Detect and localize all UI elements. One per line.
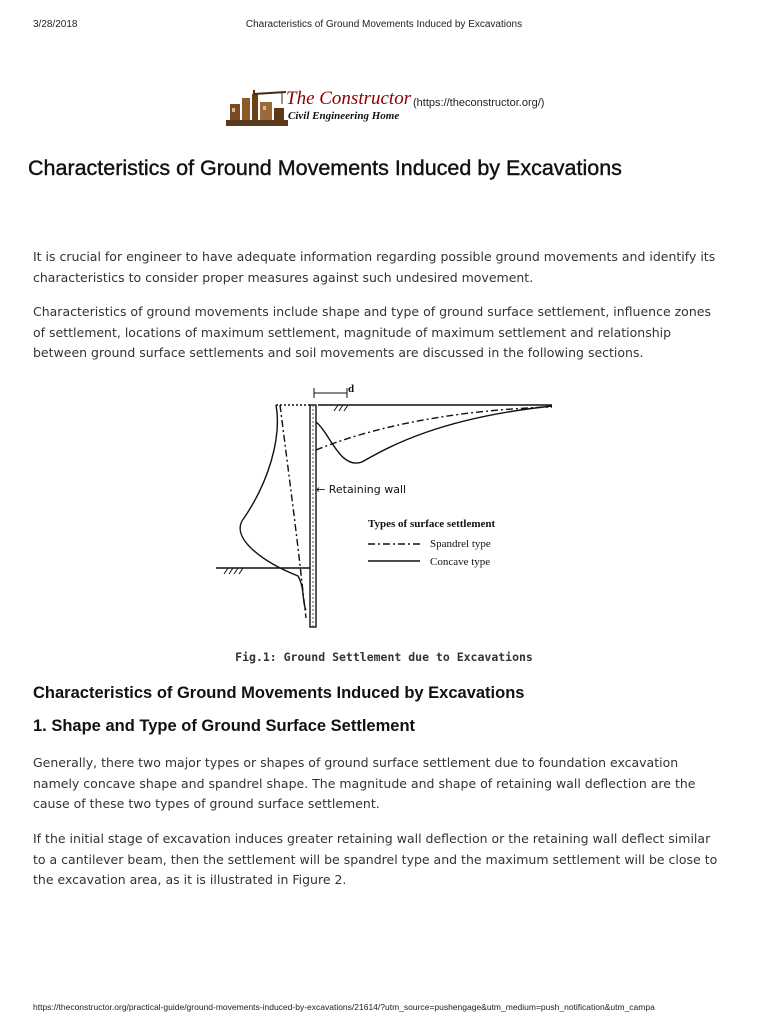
- legend-spandrel-label: Spandrel type: [430, 538, 491, 550]
- site-logo[interactable]: [226, 88, 556, 130]
- settlement-spandrel-curve: [316, 407, 552, 450]
- intro-paragraph-2: Characteristics of ground movements include shape and type of ground surface settlement, influence zones of settlement, locations of maximum settlement, magnitude of maximum settlement and relationship between ground surface settlements and soil movements are discussed in the following sections.: [33, 304, 711, 360]
- settlement-figure: [210, 378, 560, 630]
- construction-logo-icon: [226, 90, 288, 128]
- section-heading: Characteristics of Ground Movements Induced by Excavations: [33, 684, 525, 702]
- ground-hatch-bottom: [224, 568, 243, 574]
- intro-paragraph-1: It is crucial for engineer to have adequate information regarding possible ground movements and identify its characteristics to consider proper measures against such undesired movement.: [33, 249, 716, 285]
- settlement-concave-curve: [316, 406, 552, 463]
- body-paragraph-2: If the initial stage of excavation induces greater retaining wall deflection or the retaining wall deflect similar to a cantilever beam, then the settlement will be spandrel type and the maximum settlement will be close to the excavation area, as it is illustrated in Figure 2.: [33, 831, 718, 887]
- site-url-link[interactable]: (https://theconstructor.org/): [413, 97, 545, 109]
- logo-tagline: Civil Engineering Home: [288, 110, 400, 122]
- wall-label: ← Retaining wall: [316, 483, 407, 496]
- figure-caption: Fig.1: Ground Settlement due to Excavations: [235, 650, 533, 664]
- legend-concave-label: Concave type: [430, 556, 491, 568]
- page-title: Characteristics of Ground Movements Induced by Excavations: [28, 156, 622, 180]
- print-footer-url: https://theconstructor.org/practical-guide/ground-movements-induced-by-excavations/21614/?utm_source=pushengage&utm_medium=push_notification&utm_campa: [33, 1002, 655, 1012]
- dimension-label: d: [347, 383, 355, 395]
- logo-name: The Constructor: [286, 88, 412, 109]
- print-date: 3/28/2018: [33, 19, 78, 30]
- subsection-heading: 1. Shape and Type of Ground Surface Settlement: [33, 717, 416, 735]
- ground-hatch-top: [334, 405, 348, 411]
- print-header-title: Characteristics of Ground Movements Induced by Excavations: [245, 19, 523, 30]
- body-paragraph-1: Generally, there two major types or shapes of ground surface settlement due to foundation excavation namely concave shape and spandrel shape. The magnitude and shape of retaining wall deflection are the cause of these two types of ground surface settlement.: [33, 755, 696, 811]
- wall-deflection-concave: [240, 405, 306, 610]
- legend-title: Types of surface settlement: [368, 518, 496, 530]
- wall-deflection-spandrel: [280, 405, 306, 618]
